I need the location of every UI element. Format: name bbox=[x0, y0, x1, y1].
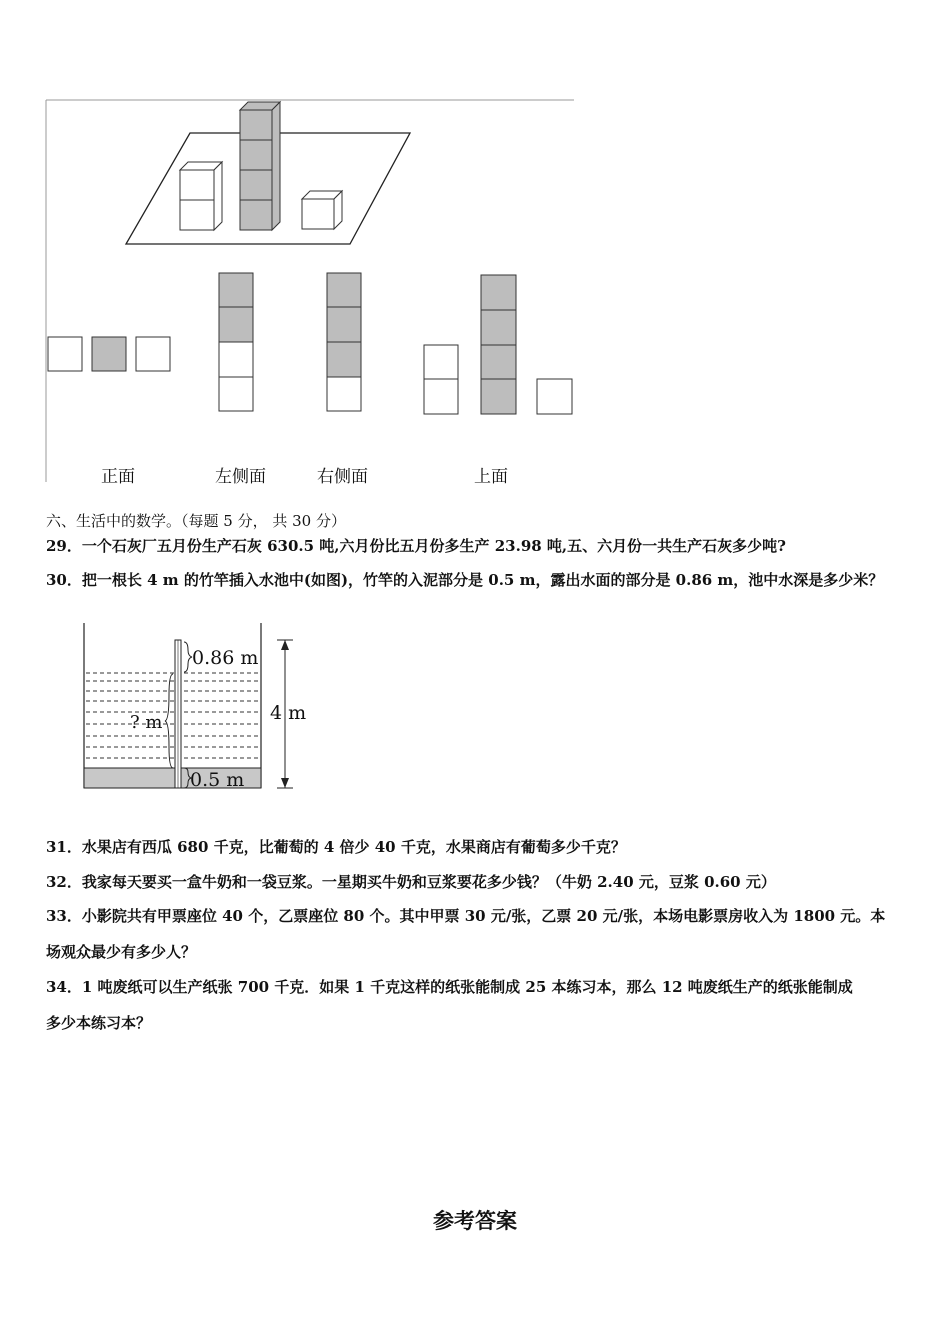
center-cube-stack bbox=[240, 102, 280, 230]
section-heading: 六、生活中的数学。（每题 5 分， 共 30 分） bbox=[46, 512, 346, 530]
water-lines bbox=[86, 673, 260, 758]
top-view bbox=[424, 275, 572, 414]
question-29: 29．一个石灰厂五月份生产石灰 630.5 吨,六月份比五月份多生产 23.98 吨,五、六月份一共生产石灰多少吨? bbox=[46, 537, 786, 555]
right-view-label: 右侧面 bbox=[317, 467, 368, 487]
left-view-label: 左侧面 bbox=[215, 467, 266, 487]
front-view bbox=[48, 337, 170, 371]
right-side-view bbox=[327, 273, 361, 411]
label-water-depth: ? m bbox=[130, 712, 163, 733]
pool-figure bbox=[80, 620, 310, 795]
pool-drawing bbox=[80, 620, 310, 795]
front-view-label: 正面 bbox=[101, 467, 135, 487]
left-cube-stack bbox=[180, 162, 222, 230]
label-mud: 0.5 m bbox=[190, 769, 245, 791]
answer-title: 参考答案 bbox=[433, 1209, 517, 1233]
cube-views-figure bbox=[44, 98, 576, 484]
top-view-label: 上面 bbox=[474, 467, 508, 487]
question-34-line2: 多少本练习本？ bbox=[46, 1014, 152, 1032]
right-cube bbox=[302, 191, 342, 229]
label-total-length: 4 m bbox=[270, 702, 307, 724]
question-33-line2: 场观众最少有多少人？ bbox=[46, 943, 197, 961]
question-31: 31．水果店有西瓜 680 千克，比葡萄的 4 倍少 40 千克，水果商店有葡萄多少千克？ bbox=[46, 838, 626, 856]
question-32: 32．我家每天要买一盒牛奶和一袋豆浆。一星期买牛奶和豆浆要花多少钱？（牛奶 2.40 元，豆浆 0.60 元） bbox=[46, 873, 776, 891]
label-exposed: 0.86 m bbox=[192, 647, 259, 669]
left-side-view bbox=[219, 273, 253, 411]
question-34-line1: 34．1 吨废纸可以生产纸张 700 千克．如果 1 千克这样的纸张能制成 25 本练习本，那么 12 吨废纸生产的纸张能制成 bbox=[46, 978, 853, 996]
question-33-line1: 33．小影院共有甲票座位 40 个，乙票座位 80 个。其中甲票 30 元/张，乙票 20 元/张，本场电影票房收入为 1800 元。本 bbox=[46, 907, 886, 925]
cube-views-drawing bbox=[44, 98, 576, 484]
question-30: 30．把一根长 4 m 的竹竿插入水池中(如图)，竹竿的入泥部分是 0.5 m，露出水面的部分是 0.86 m，池中水深是多少米？ bbox=[46, 571, 884, 589]
